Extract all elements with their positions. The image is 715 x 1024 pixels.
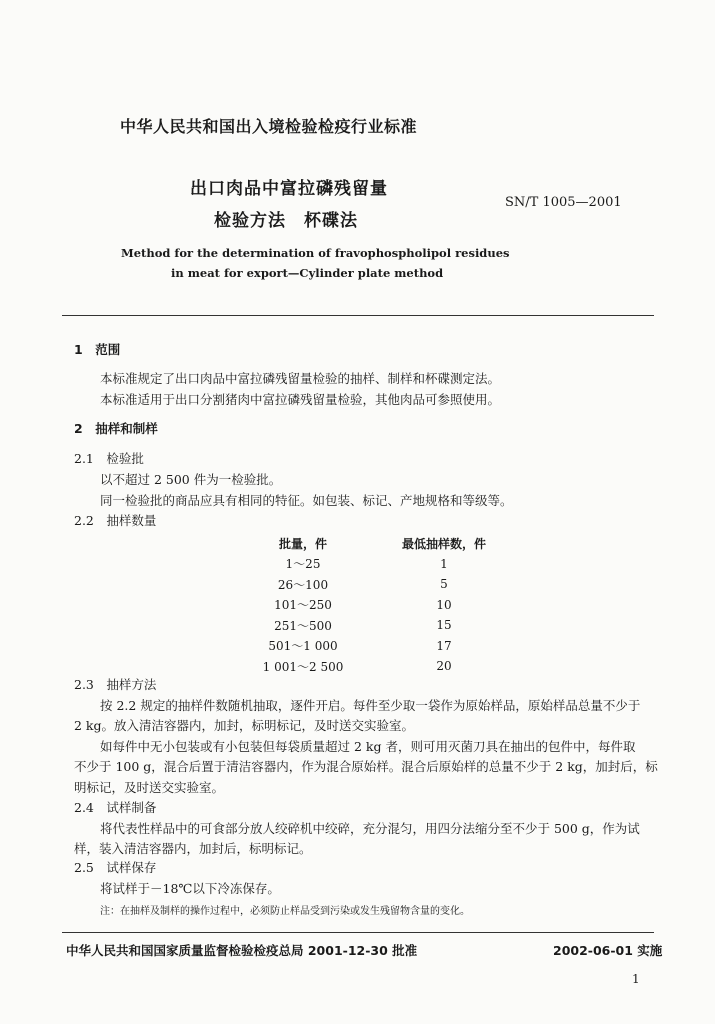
section-2-3-paragraph-2a: 如每件中无小包装或有小包装但每袋质量超过 2 kg 者，则可用灭菌刀具在抽出的包件中，每件取 bbox=[100, 739, 636, 754]
table-cell: 1 bbox=[440, 556, 448, 571]
section-2-4-heading: 2.4 试样制备 bbox=[74, 800, 157, 815]
section-2-heading: 2 抽样和制样 bbox=[74, 421, 158, 436]
table-header-row bbox=[244, 533, 512, 554]
table-row bbox=[244, 615, 512, 636]
section-1-paragraph-1: 本标准规定了出口肉品中富拉磷残留量检验的抽样、制样和杯碟测定法。 bbox=[100, 371, 501, 386]
table-cell: 501～1 000 bbox=[268, 639, 338, 654]
section-1-heading: 1 范围 bbox=[74, 342, 121, 357]
page-number: 1 bbox=[632, 972, 640, 986]
header-divider bbox=[62, 315, 654, 316]
issuing-authority: 中华人民共和国出入境检验检疫行业标准 bbox=[120, 117, 418, 136]
section-2-3-paragraph-1a: 按 2.2 规定的抽样件数随机抽取，逐件开启。每件至少取一袋作为原始样品，原始样品总量不少于 bbox=[100, 698, 641, 713]
table-cell: 17 bbox=[436, 638, 452, 653]
table-cell: 20 bbox=[436, 659, 452, 674]
table-cell: 1～25 bbox=[285, 557, 321, 572]
table-row bbox=[244, 574, 512, 595]
sampling-quantity-table bbox=[244, 533, 512, 677]
section-2-4-paragraph-1b: 样，装入清洁容器内，加封后，标明标记。 bbox=[74, 841, 312, 856]
table-cell: 251～500 bbox=[274, 618, 332, 633]
table-header-min-samples: 最低抽样数，件 bbox=[401, 536, 486, 551]
section-2-2-heading: 2.2 抽样数量 bbox=[74, 513, 157, 528]
section-2-1-heading: 2.1 检验批 bbox=[74, 451, 144, 466]
table-row bbox=[244, 554, 512, 575]
note: 注：在抽样及制样的操作过程中，必须防止样品受到污染或发生残留物含量的变化。 bbox=[100, 906, 470, 917]
section-2-3-paragraph-2c: 明标记，及时送交实验室。 bbox=[74, 780, 225, 795]
section-2-4-paragraph-1a: 将代表性样品中的可食部分放人绞碎机中绞碎，充分混匀，用四分法缩分至不少于 500 g，作为试 bbox=[100, 821, 640, 836]
section-2-1-paragraph-2: 同一检验批的商品应具有相同的特征。如包装、标记、产地规格和等级等。 bbox=[100, 493, 513, 508]
section-2-3-paragraph-2b: 不少于 100 g，混合后置于清洁容器内，作为混合原始样。混合后原始样的总量不少于 2 kg，加封后，标 bbox=[74, 759, 658, 774]
standard-number: SN/T 1005—2001 bbox=[505, 195, 622, 210]
table-row bbox=[244, 595, 512, 616]
section-2-5-heading: 2.5 试样保存 bbox=[74, 860, 157, 875]
table-cell: 26～100 bbox=[277, 577, 329, 592]
section-2-5-paragraph-1: 将试样于－18℃以下冷冻保存。 bbox=[100, 881, 280, 896]
table-row bbox=[244, 656, 512, 677]
section-2-1-paragraph-1: 以不超过 2 500 件为一检验批。 bbox=[100, 472, 282, 487]
table-cell: 15 bbox=[436, 618, 452, 633]
effective-date: 2002-06-01 实施 bbox=[553, 943, 663, 958]
table-header-lot-size: 批量，件 bbox=[278, 536, 327, 551]
approval-statement: 中华人民共和国国家质量监督检验检疫总局 2001-12-30 批准 bbox=[66, 943, 418, 958]
title-line-1: 出口肉品中富拉磷残留量 bbox=[190, 179, 388, 199]
footer-divider bbox=[62, 932, 654, 933]
table-cell: 10 bbox=[436, 597, 452, 612]
table-cell: 101～250 bbox=[274, 598, 332, 613]
table-cell: 5 bbox=[440, 577, 448, 592]
section-1-paragraph-2: 本标准适用于出口分割猪肉中富拉磷残留量检验，其他肉品可参照使用。 bbox=[100, 392, 501, 407]
english-title-line-2: in meat for export—Cylinder plate method bbox=[171, 266, 444, 280]
section-2-3-heading: 2.3 抽样方法 bbox=[74, 677, 157, 692]
table-cell: 1 001～2 500 bbox=[262, 659, 344, 674]
title-line-2: 检验方法 杯碟法 bbox=[214, 211, 358, 231]
table-row bbox=[244, 636, 512, 657]
english-title-line-1: Method for the determination of fravophospholipol residues bbox=[121, 246, 510, 260]
section-2-3-paragraph-1b: 2 kg。放入清洁容器内，加封，标明标记，及时送交实验室。 bbox=[74, 718, 415, 733]
